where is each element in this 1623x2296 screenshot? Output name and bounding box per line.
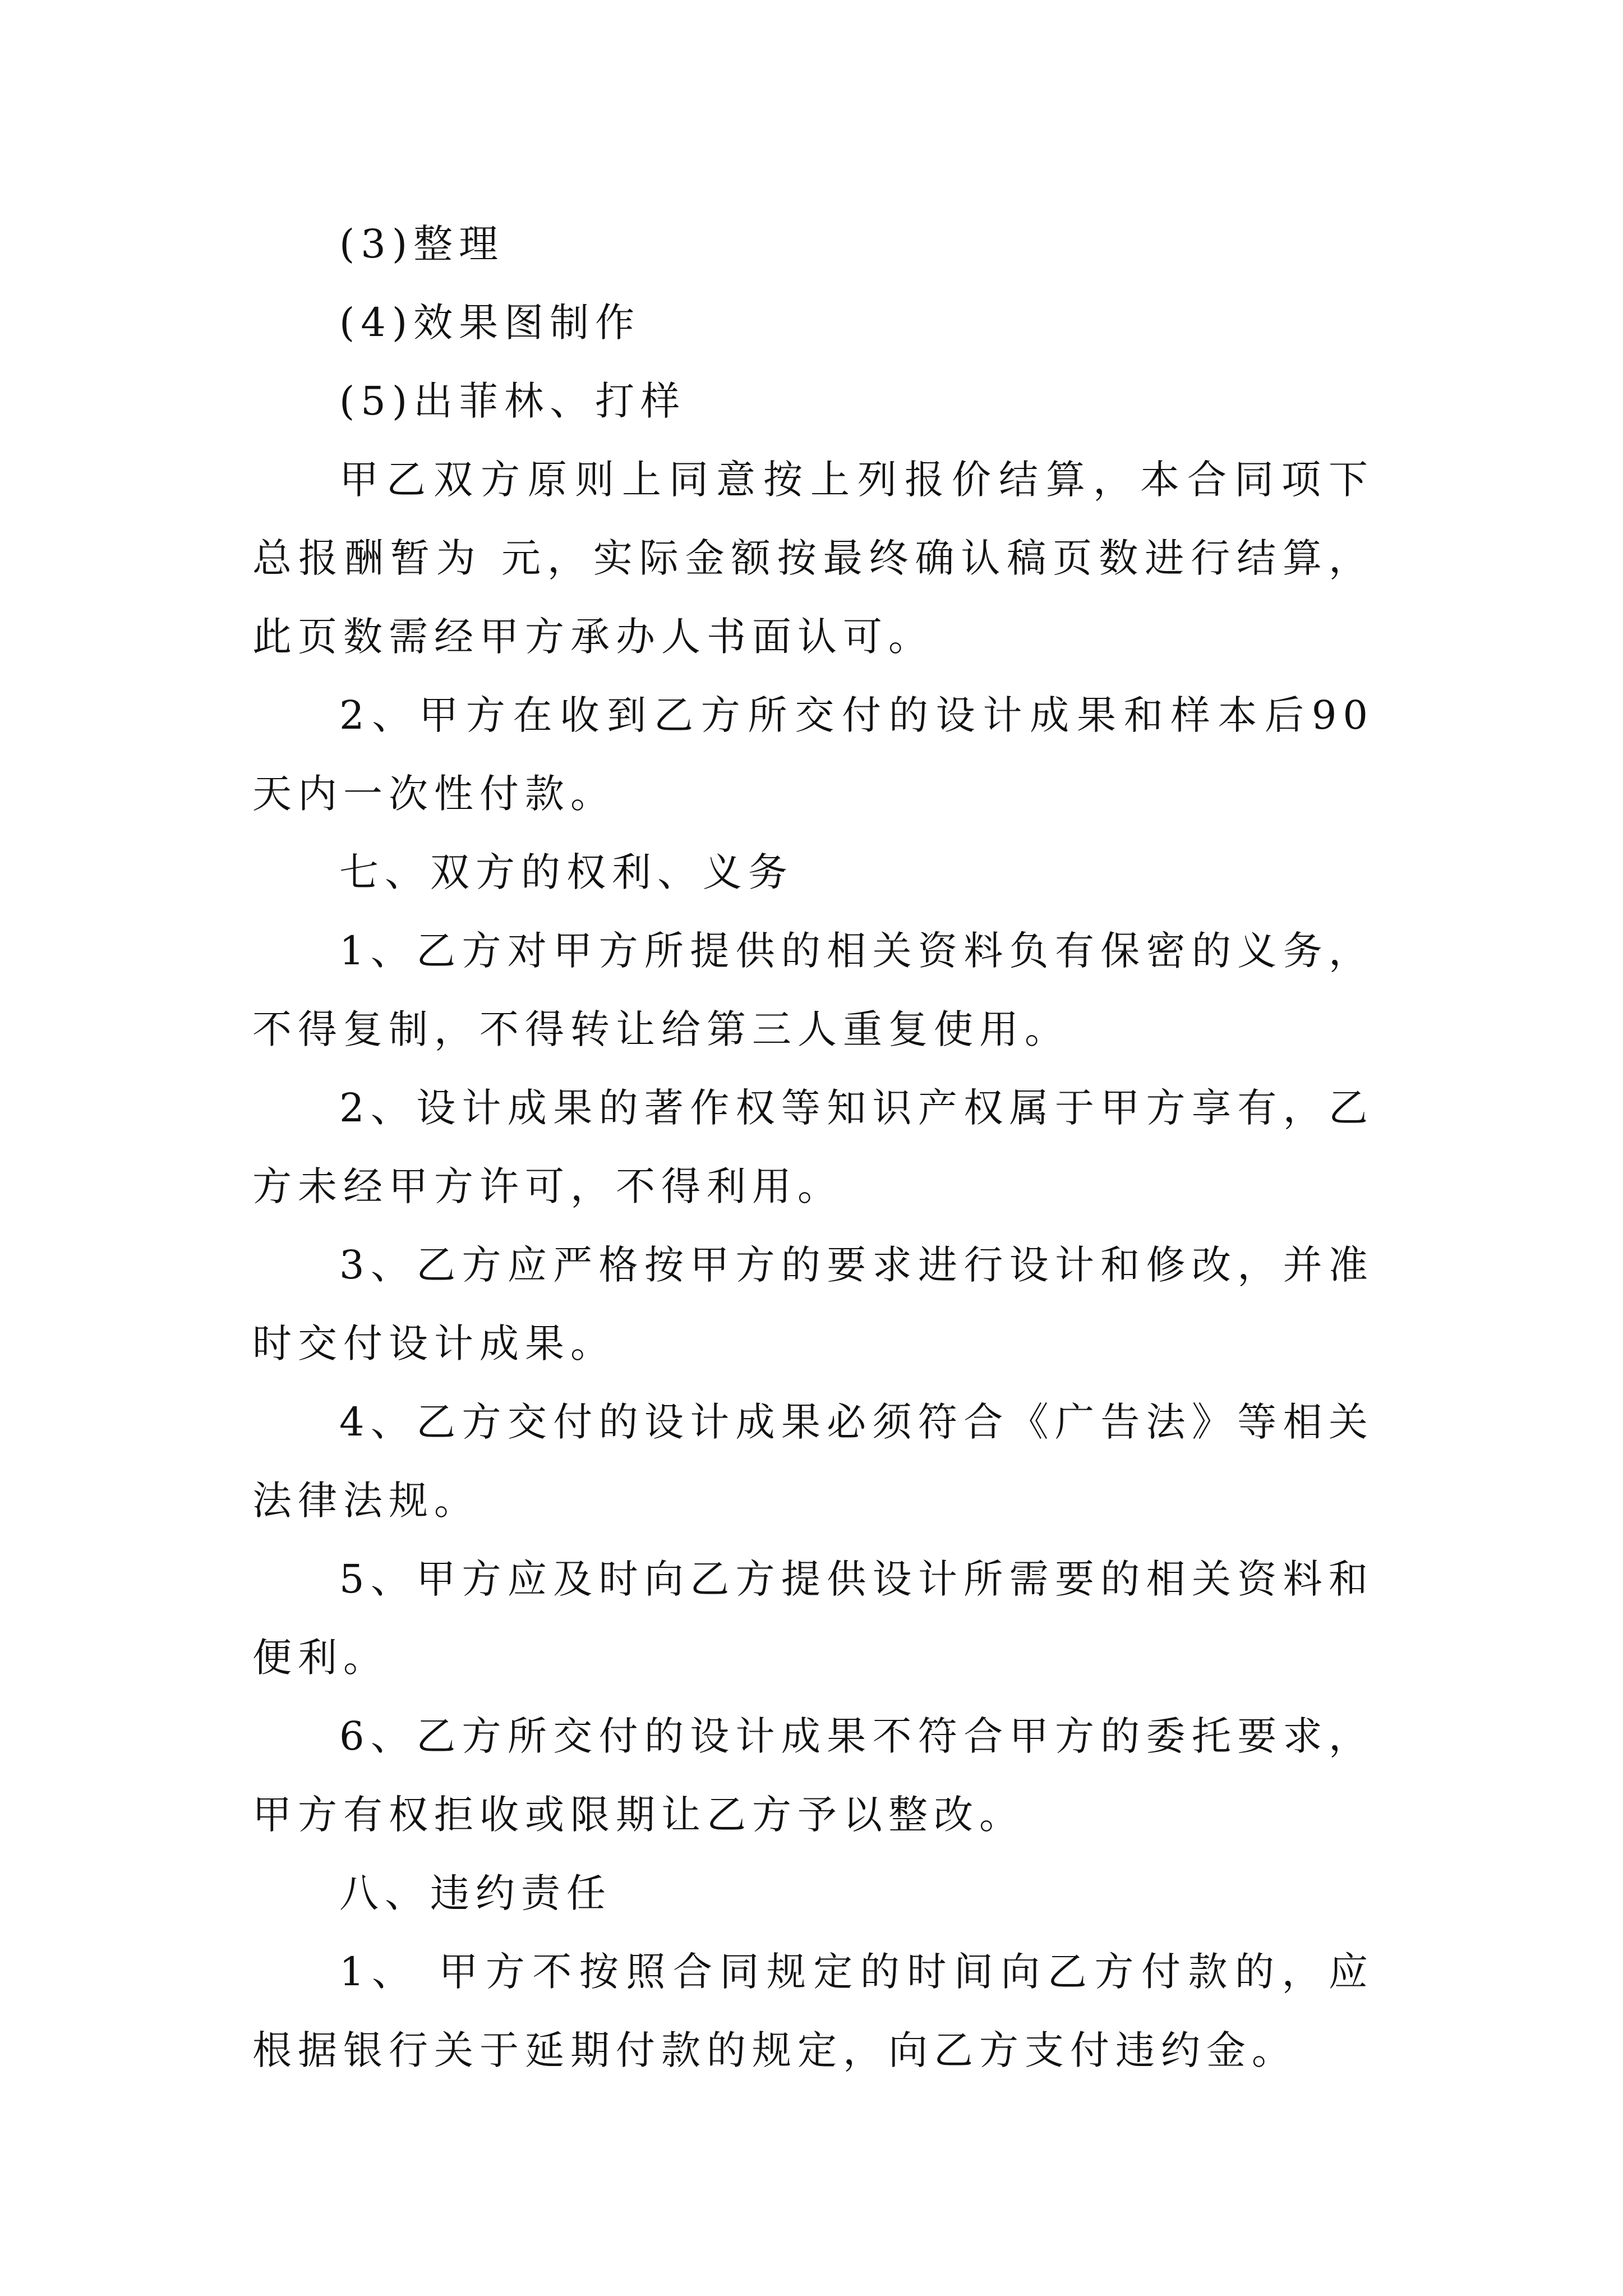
rights-clause-4: 4、乙方交付的设计成果必须符合《广告法》等相关法律法规。 — [252, 1399, 1374, 1524]
rights-clause-5: 5、甲方应及时向乙方提供设计所需要的相关资料和便利。 — [252, 1556, 1374, 1681]
rights-clause-6: 6、乙方所交付的设计成果不符合甲方的委托要求，甲方有权拒收或限期让乙方予以整改。 — [252, 1713, 1374, 1838]
item-3-organize: (3)整理 — [339, 221, 505, 267]
item-5-film-proof: (5)出菲林、打样 — [339, 378, 686, 424]
rights-clause-2: 2、设计成果的著作权等知识产权属于甲方享有，乙方未经甲方许可，不得利用。 — [252, 1085, 1374, 1209]
liability-clause-1: 1、 甲方不按照合同规定的时间向乙方付款的，应根据银行关于延期付款的规定，向乙方支付违约金。 — [252, 1949, 1374, 2073]
item-4-rendering: (4)效果图制作 — [339, 300, 641, 346]
section-heading-rights: 七、双方的权利、义务 — [339, 849, 794, 895]
settlement-paragraph: 甲乙双方原则上同意按上列报价结算，本合同项下总报酬暂为 元，实际金额按最终确认稿页数进行结算，此页数需经甲方承办人书面认可。 — [252, 457, 1374, 660]
section-heading-liability: 八、违约责任 — [339, 1870, 612, 1916]
document-body — [252, 205, 1374, 2090]
rights-clause-1: 1、乙方对甲方所提供的相关资料负有保密的义务，不得复制，不得转让给第三人重复使用。 — [252, 928, 1374, 1052]
rights-clause-3: 3、乙方应严格按甲方的要求进行设计和修改，并准时交付设计成果。 — [252, 1242, 1374, 1366]
payment-clause: 2、甲方在收到乙方所交付的设计成果和样本后90天内一次性付款。 — [252, 692, 1374, 817]
